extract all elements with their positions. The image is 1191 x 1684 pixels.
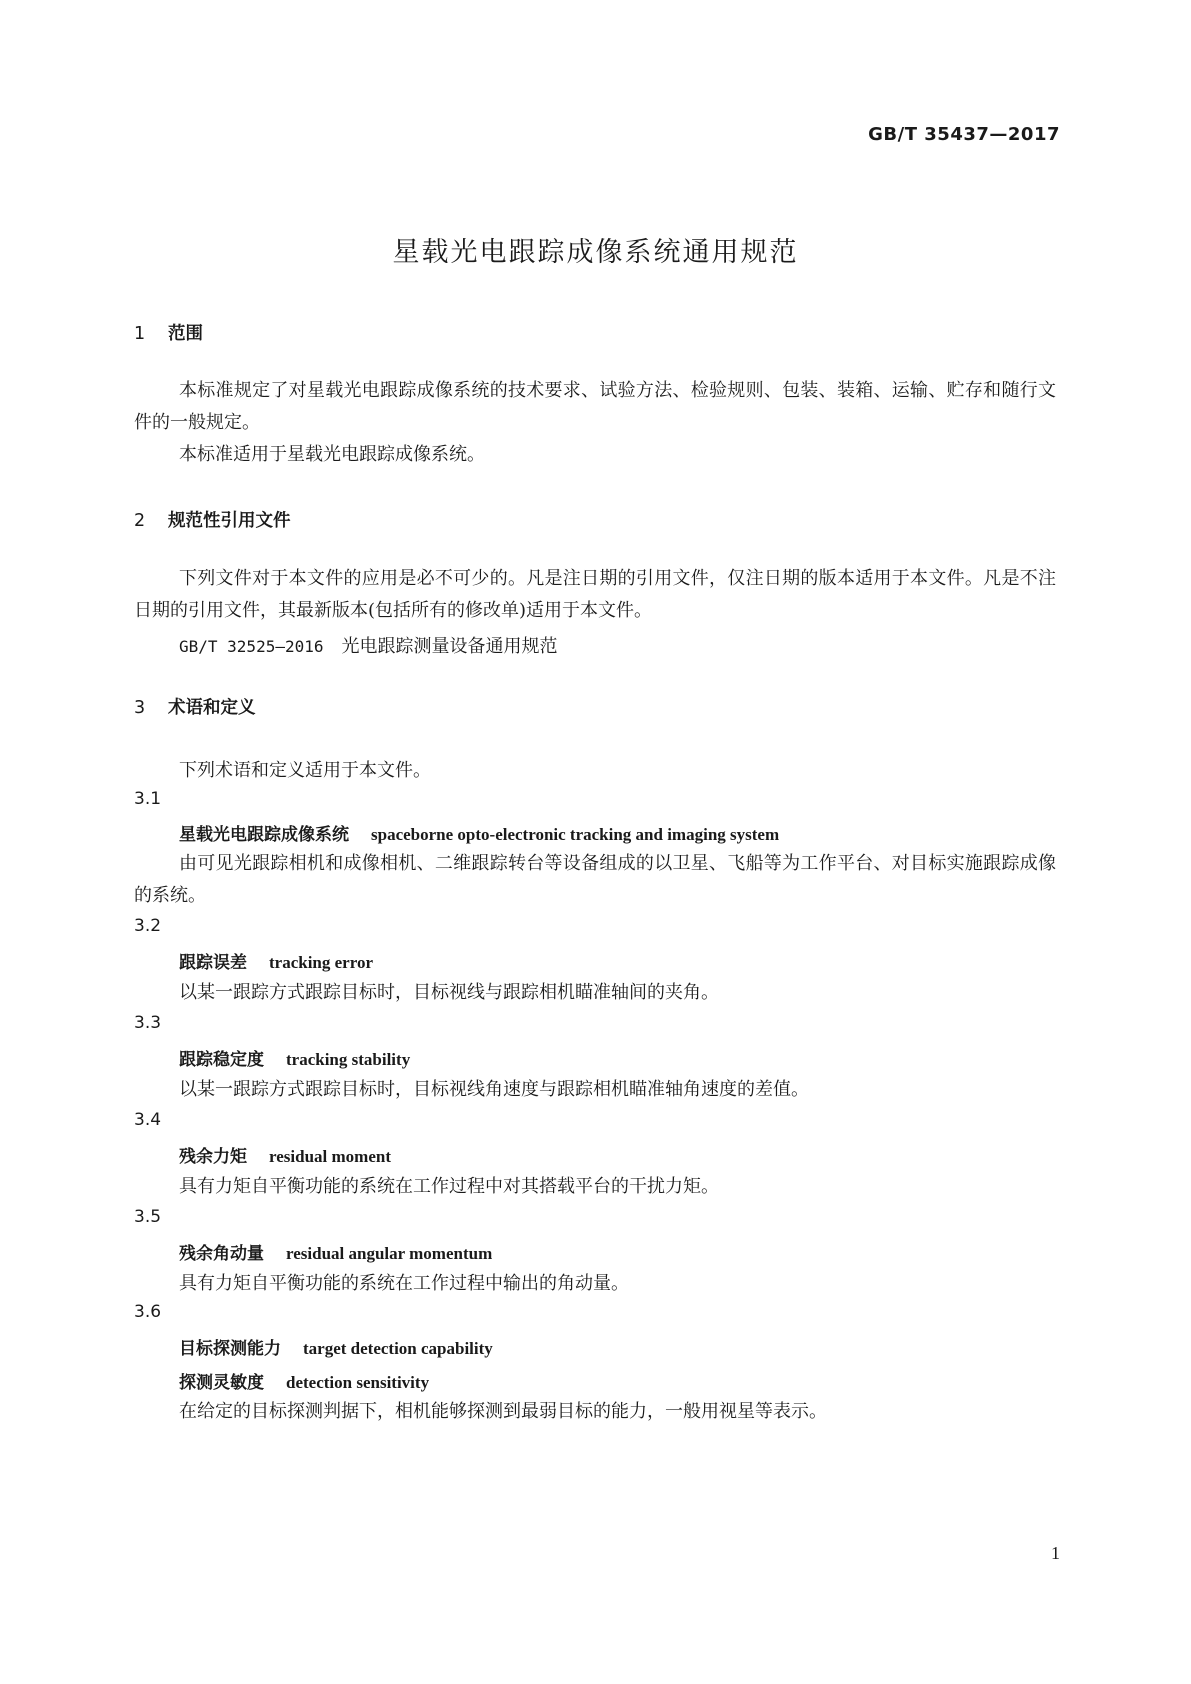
term-chinese: 星载光电跟踪成像系统 — [179, 825, 349, 845]
term-number: 3.4 — [134, 1110, 162, 1130]
standard-number: GB/T 35437—2017 — [868, 124, 1060, 145]
normative-reference — [179, 632, 558, 658]
reference-title: 光电跟踪测量设备通用规范 — [341, 636, 558, 657]
term-entry — [179, 1142, 391, 1167]
term-definition: 在给定的目标探测判据下，相机能够探测到最弱目标的能力，一般用视星等表示。 — [179, 1401, 827, 1422]
section-2-paragraph-1: 下列文件对于本文件的应用是必不可少的。凡是注日期的引用文件，仅注日期的版本适用于本文件。凡是不注日期的引用文件，其最新版本(包括所有的修改单)适用于本文件。 — [134, 568, 1056, 621]
term-number: 3.2 — [134, 916, 162, 936]
term-number: 3.5 — [134, 1207, 162, 1227]
section-title: 范围 — [168, 324, 203, 344]
section-2-heading — [134, 507, 291, 532]
term-chinese: 跟踪误差 — [179, 953, 247, 973]
term-english: target detection capability — [303, 1339, 493, 1358]
term-english: residual moment — [269, 1147, 391, 1166]
term-number: 3.6 — [134, 1302, 162, 1322]
section-1-paragraph-2: 本标准适用于星载光电跟踪成像系统。 — [179, 444, 485, 465]
section-3-heading — [134, 694, 256, 719]
term-entry — [179, 948, 373, 973]
term-chinese: 残余力矩 — [179, 1147, 247, 1167]
section-1-paragraph-1: 本标准规定了对星载光电跟踪成像系统的技术要求、试验方法、检验规则、包装、装箱、运输、贮存和随行文件的一般规定。 — [134, 380, 1056, 433]
term-chinese: 残余角动量 — [179, 1244, 264, 1264]
term-chinese: 跟踪稳定度 — [179, 1050, 264, 1070]
term-entry-alternate — [179, 1368, 429, 1393]
term-entry — [179, 1239, 492, 1264]
document-title: 星载光电跟踪成像系统通用规范 — [392, 237, 799, 268]
section-number: 2 — [134, 511, 146, 531]
term-english: spaceborne opto-electronic tracking and imaging system — [371, 825, 780, 844]
term-definition: 以某一跟踪方式跟踪目标时，目标视线角速度与跟踪相机瞄准轴角速度的差值。 — [179, 1079, 809, 1100]
section-number: 3 — [134, 698, 146, 718]
term-english: tracking error — [269, 953, 374, 972]
term-definition: 以某一跟踪方式跟踪目标时，目标视线与跟踪相机瞄准轴间的夹角。 — [179, 982, 719, 1003]
term-english: residual angular momentum — [286, 1244, 493, 1263]
term-entry — [179, 1045, 410, 1070]
page-number: 1 — [1051, 1543, 1060, 1563]
term-number: 3.3 — [134, 1013, 162, 1033]
term-entry — [179, 820, 779, 845]
section-number: 1 — [134, 324, 146, 344]
term-definition: 具有力矩自平衡功能的系统在工作过程中输出的角动量。 — [179, 1273, 629, 1294]
term-english: tracking stability — [286, 1050, 411, 1069]
term-number: 3.1 — [134, 789, 162, 809]
section-title: 术语和定义 — [168, 698, 256, 718]
section-3-intro: 下列术语和定义适用于本文件。 — [179, 760, 431, 781]
term-definition: 具有力矩自平衡功能的系统在工作过程中对其搭载平台的干扰力矩。 — [179, 1176, 719, 1197]
term-chinese-alternate: 探测灵敏度 — [179, 1373, 264, 1393]
reference-code: GB/T 32525—2016 — [179, 637, 324, 656]
term-definition: 由可见光跟踪相机和成像相机、二维跟踪转台等设备组成的以卫星、飞船等为工作平台、对目标实施跟踪成像的系统。 — [134, 853, 1056, 906]
term-english-alternate: detection sensitivity — [286, 1373, 430, 1392]
term-chinese: 目标探测能力 — [179, 1339, 281, 1359]
term-entry — [179, 1334, 493, 1359]
section-1-heading — [134, 320, 203, 345]
section-title: 规范性引用文件 — [168, 511, 291, 531]
